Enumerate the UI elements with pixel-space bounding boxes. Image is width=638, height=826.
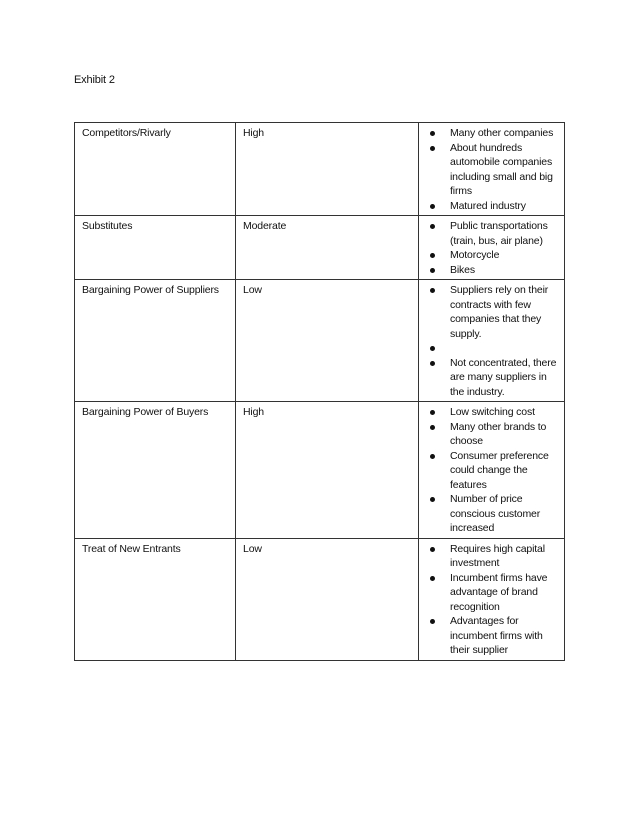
bullet-item bbox=[426, 492, 560, 536]
bullet-item bbox=[426, 126, 560, 141]
force-cell: Bargaining Power of Suppliers bbox=[75, 280, 236, 402]
bullet-icon bbox=[430, 576, 435, 581]
bullet-icon bbox=[430, 346, 435, 351]
bullet-text: About hundreds automobile companies including small and big firms bbox=[450, 141, 553, 197]
level-cell: Low bbox=[236, 280, 419, 402]
bullet-icon bbox=[430, 497, 435, 502]
force-cell: Bargaining Power of Buyers bbox=[75, 402, 236, 539]
table-row bbox=[75, 216, 565, 280]
level-cell: Moderate bbox=[236, 216, 419, 280]
bullet-text: Incumbent firms have advantage of brand recognition bbox=[450, 571, 548, 613]
bullet-item bbox=[426, 219, 560, 248]
points-cell bbox=[419, 216, 565, 280]
bullet-text: Bikes bbox=[450, 263, 475, 276]
points-cell bbox=[419, 538, 565, 660]
bullet-text: Matured industry bbox=[450, 199, 526, 212]
bullet-item bbox=[426, 356, 560, 400]
bullet-text: Many other companies bbox=[450, 127, 554, 139]
bullet-item bbox=[426, 449, 560, 493]
force-cell: Competitors/Rivarly bbox=[75, 123, 236, 216]
force-cell: Substitutes bbox=[75, 216, 236, 280]
table-row bbox=[75, 402, 565, 539]
table-body bbox=[75, 123, 565, 661]
bullet-icon bbox=[430, 454, 435, 459]
bullet-item bbox=[426, 141, 560, 199]
bullet-item bbox=[426, 341, 560, 356]
bullet-icon bbox=[430, 253, 435, 258]
bullet-text: Advantages for incumbent firms with their supplier bbox=[450, 615, 543, 656]
level-cell: High bbox=[236, 123, 419, 216]
bullet-list bbox=[426, 542, 560, 658]
bullet-icon bbox=[430, 204, 435, 209]
bullet-icon bbox=[430, 268, 435, 273]
bullet-text: Consumer preference could change the features bbox=[450, 449, 549, 491]
bullet-icon bbox=[430, 288, 435, 293]
bullet-item bbox=[426, 542, 560, 571]
bullet-icon bbox=[430, 361, 435, 366]
bullet-icon bbox=[430, 224, 435, 229]
points-cell bbox=[419, 280, 565, 402]
bullet-item bbox=[426, 283, 560, 341]
bullet-text: Requires high capital investment bbox=[450, 542, 545, 569]
bullet-icon bbox=[430, 131, 435, 136]
bullet-icon bbox=[430, 146, 435, 151]
bullet-icon bbox=[430, 547, 435, 552]
page-title: Exhibit 2 bbox=[74, 74, 115, 86]
bullet-list bbox=[426, 219, 560, 277]
bullet-item bbox=[426, 614, 560, 658]
level-cell: High bbox=[236, 402, 419, 539]
bullet-icon bbox=[430, 410, 435, 415]
bullet-text: Many other brands to choose bbox=[450, 420, 547, 447]
bullet-item bbox=[426, 571, 560, 615]
bullet-list bbox=[426, 283, 560, 399]
table-row bbox=[75, 280, 565, 402]
points-cell bbox=[419, 402, 565, 539]
table-row bbox=[75, 538, 565, 660]
bullet-text: Suppliers rely on their contracts with few companies that they supply. bbox=[450, 284, 549, 340]
table-row bbox=[75, 123, 565, 216]
bullet-list bbox=[426, 405, 560, 536]
bullet-item bbox=[426, 263, 560, 278]
bullet-list bbox=[426, 126, 560, 213]
level-cell: Low bbox=[236, 538, 419, 660]
forces-table bbox=[74, 122, 565, 661]
bullet-text: Low switching cost bbox=[450, 406, 535, 418]
bullet-text: Public transportations (train, bus, air plane) bbox=[450, 220, 548, 247]
bullet-text: Not concentrated, there are many suppliers in the industry. bbox=[450, 356, 557, 398]
force-cell: Treat of New Entrants bbox=[75, 538, 236, 660]
bullet-text: Motorcycle bbox=[450, 249, 500, 261]
bullet-item bbox=[426, 199, 560, 214]
bullet-icon bbox=[430, 619, 435, 624]
bullet-item bbox=[426, 420, 560, 449]
points-cell bbox=[419, 123, 565, 216]
bullet-item bbox=[426, 405, 560, 420]
bullet-item bbox=[426, 248, 560, 263]
bullet-icon bbox=[430, 425, 435, 430]
bullet-text: Number of price conscious customer increased bbox=[450, 493, 541, 534]
